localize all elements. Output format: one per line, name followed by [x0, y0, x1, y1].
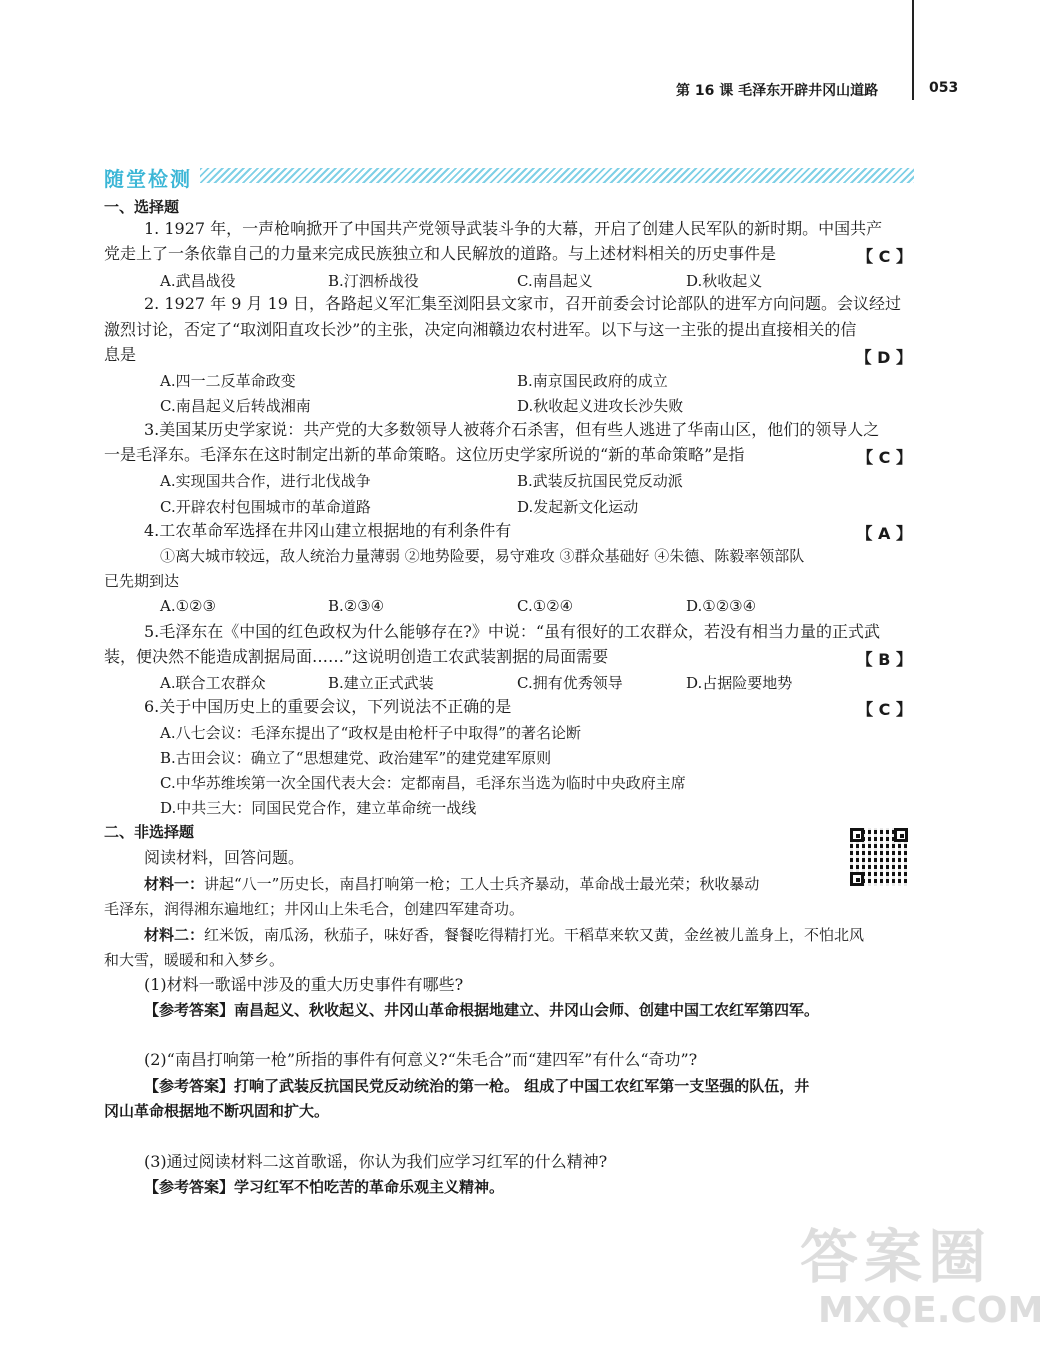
q2-option-c: C.南昌起义后转战湘南 [160, 397, 311, 415]
sub1-answer-text: 南昌起义、秋收起义、井冈山革命根据地建立、井冈山会师、创建中国工农红军第四军。 [234, 1001, 820, 1019]
q3-option-d: D.发起新文化运动 [517, 498, 639, 516]
sub1-question: (1)材料一歌谣中涉及的重大历史事件有哪些? [144, 975, 464, 994]
q6-option-a: A.八七会议：毛泽东提出了“政权是由枪杆子中取得”的著名论断 [160, 724, 581, 742]
q1-text-line2: 党走上了一条依靠自己的力量来完成民族独立和人民解放的道路。与上述材料相关的历史事件是 [104, 244, 777, 263]
material1-line2: 毛泽东，润得湘东遍地红；井冈山上朱毛合，创建四军建奇功。 [104, 900, 525, 918]
q1-option-b: B.汀泗桥战役 [328, 272, 419, 290]
q5-text-line1: 5.毛泽东在《中国的红色政权为什么能够存在?》中说：“虽有很好的工农群众，若没有相当力量的正式武 [144, 622, 881, 641]
material2-label: 材料二： [144, 926, 205, 944]
q2-text-line3: 息是 [104, 345, 137, 364]
section-title-stripe [200, 168, 914, 183]
q2-answer: 【 D 】 [855, 348, 912, 367]
page-number: 053 [929, 80, 959, 96]
q3-option-c: C.开辟农村包围城市的革命道路 [160, 498, 371, 516]
q1-answer: 【 C 】 [857, 247, 912, 266]
q1-option-a: A.武昌战役 [160, 272, 236, 290]
q1-option-c: C.南昌起义 [517, 272, 593, 290]
material1-text: 讲起“八一”历史长，南昌打响第一枪；工人士兵齐暴动，革命战士最光荣；秋收暴动 [204, 875, 760, 893]
q5-text-line2: 装，便决然不能造成割据局面……”这说明创造工农武装割据的局面需要 [104, 647, 609, 666]
q6-option-b: B.古田会议：确立了“思想建党、政治建军”的建党建军原则 [160, 749, 552, 767]
q5-answer: 【 B 】 [856, 650, 912, 669]
sub2-answer-label: 【参考答案】 [144, 1077, 235, 1095]
sub2-question: (2)“南昌打响第一枪”所指的事件有何意义?“朱毛合”而“建四军”有什么“奇功”? [144, 1050, 698, 1069]
sub3-answer [144, 1177, 504, 1197]
material2-line2: 和大雪，暖暖和和入梦乡。 [104, 951, 285, 969]
sub1-answer-label: 【参考答案】 [144, 1001, 235, 1019]
q2-text-line1: 2. 1927 年 9 月 19 日，各路起义军汇集至浏阳县文家市，召开前委会讨论部队的进军方向问题。会议经过 [144, 294, 902, 313]
watermark-url: MXQE.COM [818, 1290, 1043, 1331]
material1-line1 [144, 874, 759, 894]
sub1-answer [144, 1000, 819, 1020]
q3-option-a: A.实现国共合作，进行北伐战争 [160, 472, 371, 490]
q3-answer: 【 C 】 [857, 448, 912, 467]
q1-option-d: D.秋收起义 [686, 272, 763, 290]
q4-conditions-line2: 已先期到达 [104, 572, 180, 590]
q4-option-b: B.②③④ [328, 597, 385, 615]
q5-option-c: C.拥有优秀领导 [517, 674, 623, 692]
sub3-answer-label: 【参考答案】 [144, 1178, 235, 1196]
q2-option-d: D.秋收起义进攻长沙失败 [517, 397, 684, 415]
material2-line1 [144, 925, 864, 945]
q4-answer: 【 A 】 [856, 524, 912, 543]
q4-option-c: C.①②④ [517, 597, 574, 615]
part1-heading: 一、选择题 [104, 198, 180, 216]
q6-answer: 【 C 】 [857, 700, 912, 719]
q6-option-d: D.中共三大：同国民党合作，建立革命统一战线 [160, 799, 477, 817]
q2-text-line2: 激烈讨论，否定了“取浏阳直攻长沙”的主张，决定向湘赣边农村进军。以下与这一主张的提出直接相关的信 [104, 320, 857, 339]
sub2-answer-text: 打响了武装反抗国民党反动统治的第一枪。 组成了中国工农红军第一支坚强的队伍，井 [234, 1077, 810, 1095]
q1-text-line1: 1. 1927 年，一声枪响掀开了中国共产党领导武装斗争的大幕，开启了创建人民军队的新时期。中国共产 [144, 219, 883, 238]
material2-text: 红米饭，南瓜汤，秋茄子，味好香，餐餐吃得精打光。干稻草来软又黄，金丝被儿盖身上，不怕北风 [204, 926, 865, 944]
qr-code [850, 828, 908, 886]
q6-option-c: C.中华苏维埃第一次全国代表大会：定都南昌，毛泽东当选为临时中央政府主席 [160, 774, 686, 792]
material1-label: 材料一： [144, 875, 205, 893]
q3-text-line2: 一是毛泽东。毛泽东在这时制定出新的革命策略。这位历史学家所说的“新的革命策略”是指 [104, 445, 745, 464]
q5-option-b: B.建立正式武装 [328, 674, 434, 692]
q5-option-d: D.占据险要地势 [686, 674, 793, 692]
sub3-question: (3)通过阅读材料二这首歌谣，你认为我们应学习红军的什么精神? [144, 1152, 608, 1171]
header-divider [912, 0, 914, 100]
q5-option-a: A.联合工农群众 [160, 674, 266, 692]
sub2-answer-line2: 冈山革命根据地不断巩固和扩大。 [104, 1102, 330, 1120]
q2-option-a: A.四一二反革命政变 [160, 372, 296, 390]
q6-text-line1: 6.关于中国历史上的重要会议，下列说法不正确的是 [144, 697, 512, 716]
lesson-title: 第 16 课 毛泽东开辟井冈山道路 [676, 83, 879, 99]
q3-text-line1: 3.美国某历史学家说：共产党的大多数领导人被蒋介石杀害，但有些人逃进了华南山区，他们的领导人之 [144, 420, 880, 439]
q2-option-b: B.南京国民政府的成立 [517, 372, 668, 390]
q3-option-b: B.武装反抗国民党反动派 [517, 472, 683, 490]
section-title: 随堂检测 [104, 167, 192, 191]
sub2-answer-line1 [144, 1076, 809, 1096]
q4-option-a: A.①②③ [160, 597, 216, 615]
q4-conditions-line1: ①离大城市较远，敌人统治力量薄弱 ②地势险要，易守难攻 ③群众基础好 ④朱德、陈毅率领部队 [160, 547, 805, 565]
part2-heading: 二、非选择题 [104, 823, 195, 841]
q4-text-line1: 4.工农革命军选择在井冈山建立根据地的有利条件有 [144, 521, 512, 540]
q4-option-d: D.①②③④ [686, 597, 757, 615]
watermark-logo: 答案圈 [800, 1223, 993, 1291]
sub3-answer-text: 学习红军不怕吃苦的革命乐观主义精神。 [234, 1178, 505, 1196]
part2-intro: 阅读材料，回答问题。 [144, 848, 305, 867]
